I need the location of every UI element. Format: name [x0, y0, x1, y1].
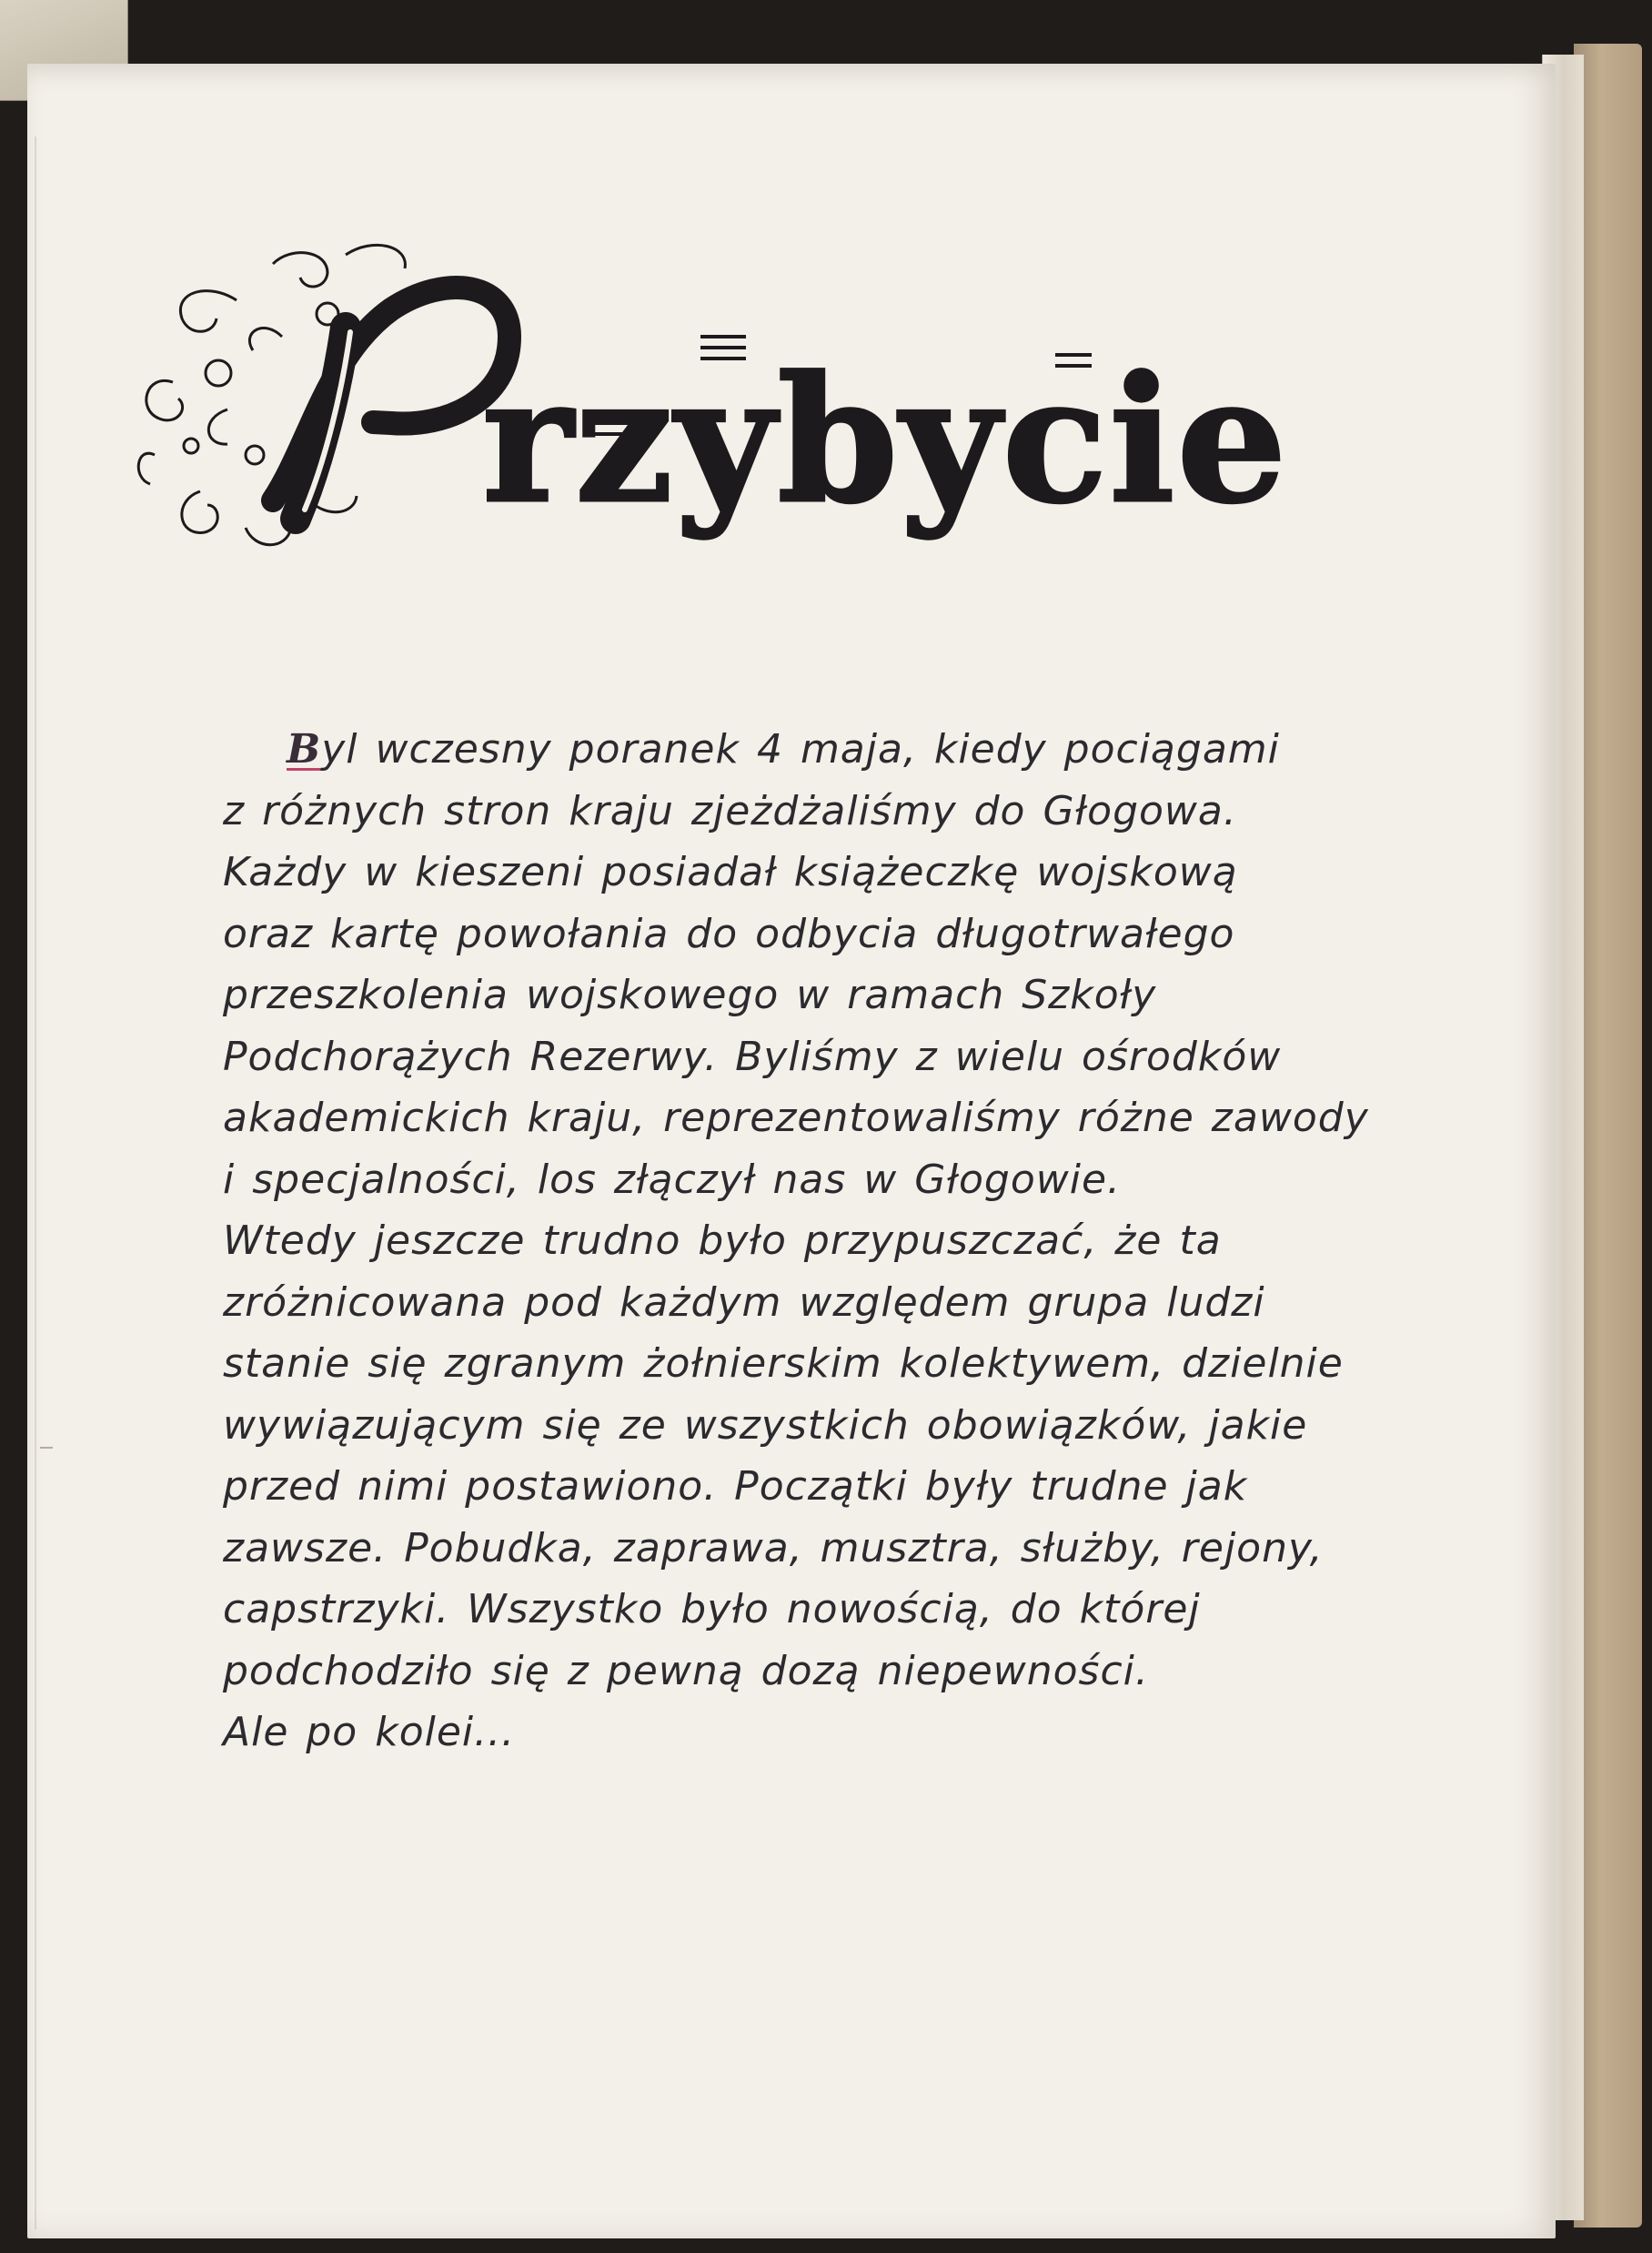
paragraph-line: akademickich kraju, reprezentowaliśmy różne zawody — [223, 1095, 1369, 1141]
paragraph-line: Wtedy jeszcze trudno było przypuszczać, że ta — [223, 1217, 1222, 1264]
paragraph-line: zróżnicowana pod każdym względem grupa ludzi — [223, 1278, 1265, 1326]
paragraph-last-line: Ale po kolei... — [223, 1709, 516, 1755]
album-cover-edge — [1574, 44, 1642, 2228]
paragraph-line: i specjalności, los złączył nas w Głogowie. — [223, 1156, 1122, 1203]
paragraph-line: stanie się zgranym żołnierskim kolektywem, dzielnie — [223, 1340, 1344, 1387]
paragraph-line: wywiązującym się ze wszystkich obowiązków, jakie — [223, 1401, 1308, 1449]
title-ornament-svg — [118, 227, 1289, 573]
margin-mark — [40, 1447, 53, 1449]
handwritten-paragraph — [223, 719, 1424, 1763]
binding-line — [35, 136, 36, 2229]
drop-initial: B — [287, 726, 322, 773]
paragraph-line: zawsze. Pobudka, zaprawa, musztra, służby, rejony, — [223, 1524, 1324, 1571]
paragraph-first-line — [223, 719, 1424, 781]
paragraph-line: oraz kartę powołania do odbycia długotrwałego — [223, 910, 1235, 957]
paragraph-line: przed nimi postawiono. Początki były trudne jak — [223, 1463, 1248, 1510]
paragraph-line: podchodziło się z pewną dozą niepewności. — [223, 1647, 1149, 1694]
paragraph-line: Każdy w kieszeni posiadał książeczkę wojskową — [223, 849, 1238, 895]
paragraph-line: capstrzyki. Wszystko było nowością, do której — [223, 1586, 1201, 1632]
paragraph-line: yl wczesny poranek 4 maja, kiedy pociągami — [321, 726, 1280, 773]
paragraph-line: Podchorążych Rezerwy. Byliśmy z wielu ośrodków — [223, 1033, 1282, 1080]
title-text: rzybycie — [482, 338, 1289, 541]
paragraph-line: przeszkolenia wojskowego w ramach Szkoły — [223, 972, 1157, 1018]
title-initial-p — [273, 288, 509, 519]
decorative-title — [118, 227, 1289, 573]
paragraph-line: z różnych stron kraju zjeżdżaliśmy do Głogowa. — [223, 787, 1237, 834]
